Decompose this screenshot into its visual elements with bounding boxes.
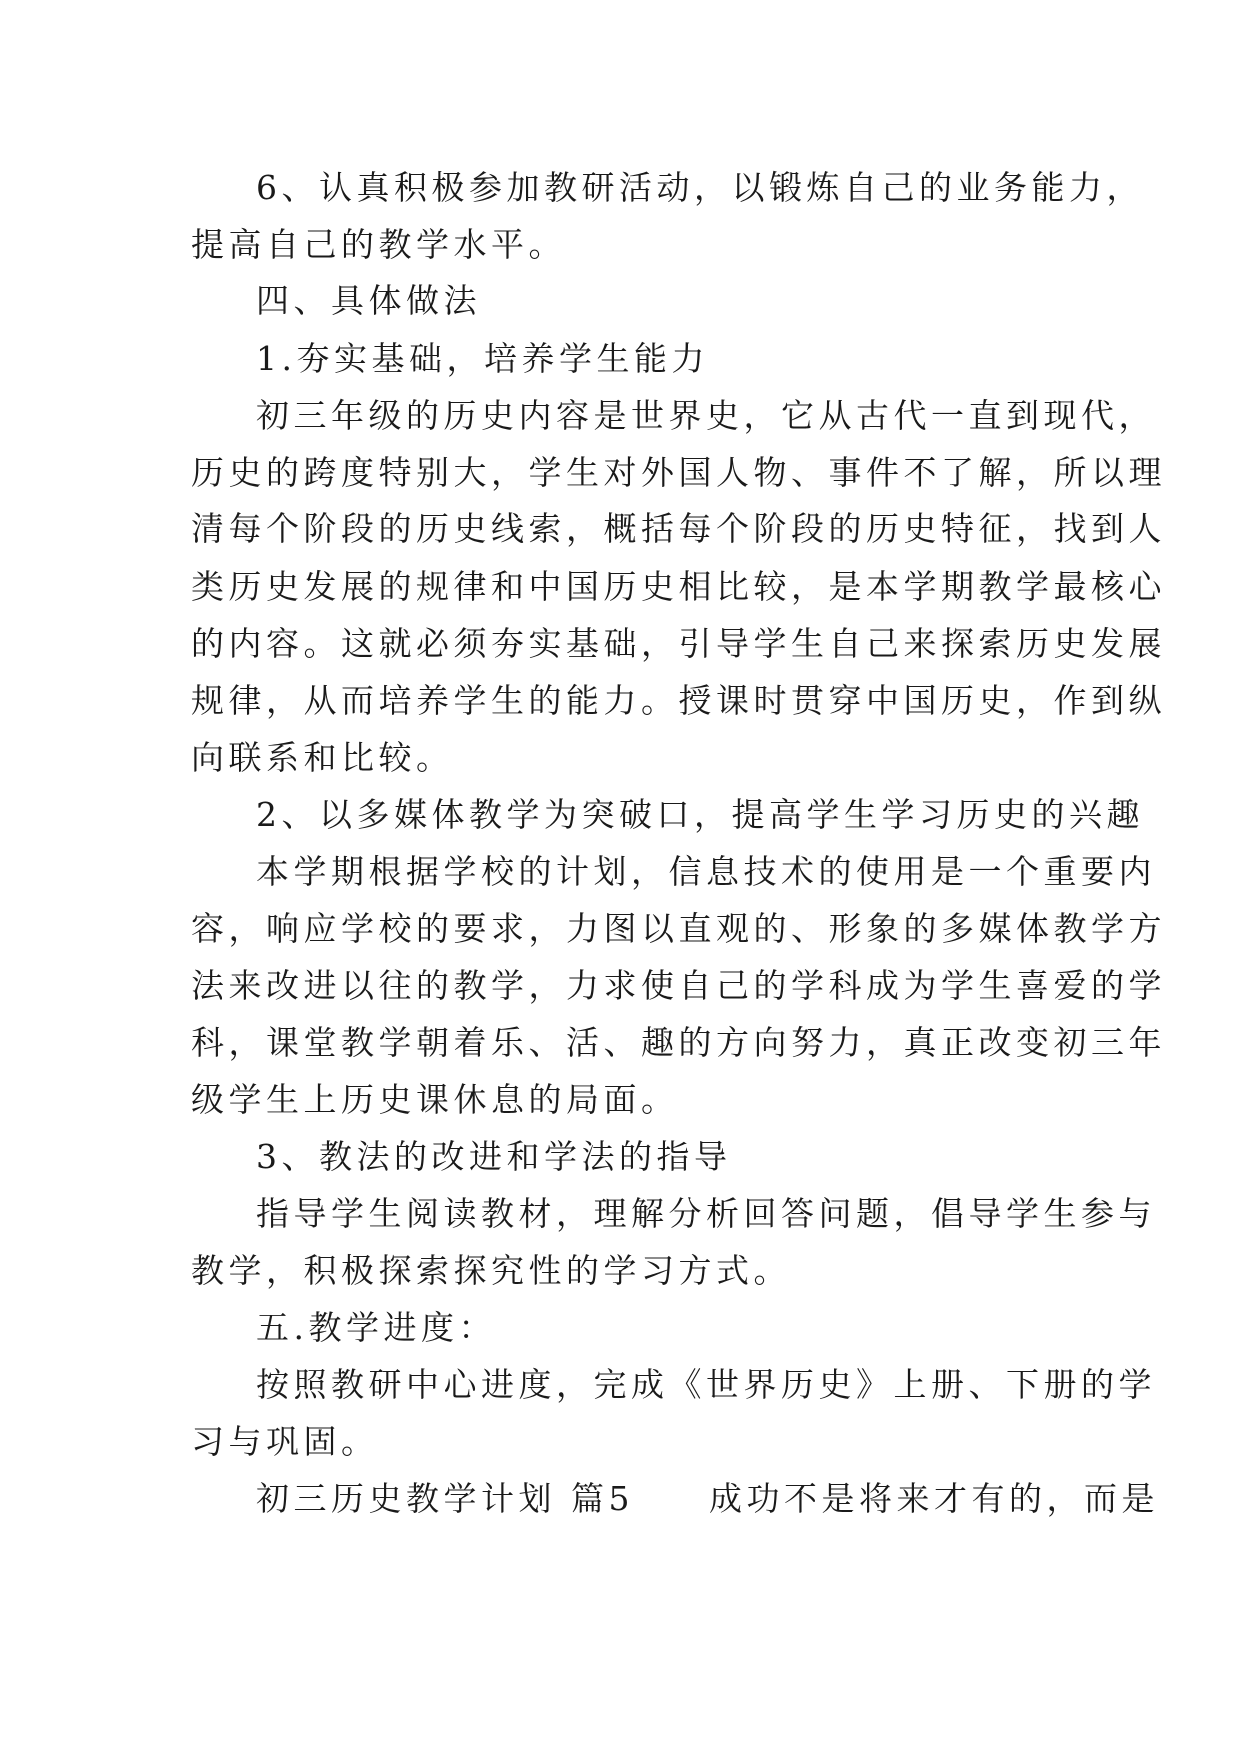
paragraph-line: 科，课堂教学朝着乐、活、趣的方向努力，真正改变初三年 [191,1023,1166,1062]
paragraph-line: 规律，从而培养学生的能力。授课时贯穿中国历史，作到纵 [191,681,1166,720]
paragraph-line: 6、认真积极参加教研活动，以锻炼自己的业务能力， [256,168,1144,207]
paragraph-line: 清每个阶段的历史线索，概括每个阶段的历史特征，找到人 [191,509,1166,548]
article-title-line: 初三历史教学计划 篇5 成功不是将来才有的，而是 [256,1479,1159,1518]
paragraph-line: 按照教研中心进度，完成《世界历史》上册、下册的学 [256,1365,1156,1404]
paragraph-line: 本学期根据学校的计划，信息技术的使用是一个重要内 [256,852,1156,891]
paragraph-line: 容，响应学校的要求，力图以直观的、形象的多媒体教学方 [191,909,1166,948]
paragraph-line: 级学生上历史课休息的局面。 [191,1080,679,1119]
section-heading: 五.教学进度： [256,1308,496,1347]
paragraph-line: 法来改进以往的教学，力求使自己的学科成为学生喜爱的学 [191,966,1166,1005]
section-heading: 四、具体做法 [256,281,481,320]
paragraph-line: 向联系和比较。 [191,738,454,777]
paragraph-line: 指导学生阅读教材，理解分析回答问题，倡导学生参与 [256,1194,1156,1233]
subsection-heading: 3、教法的改进和学法的指导 [256,1137,732,1176]
paragraph-line: 初三年级的历史内容是世界史，它从古代一直到现代， [256,396,1156,435]
subsection-heading: 1.夯实基础，培养学生能力 [256,339,709,378]
paragraph-line: 类历史发展的规律和中国历史相比较，是本学期教学最核心 [191,567,1166,606]
paragraph-line: 教学，积极探索探究性的学习方式。 [191,1251,791,1290]
paragraph-line: 习与巩固。 [191,1422,379,1461]
paragraph-line: 历史的跨度特别大，学生对外国人物、事件不了解，所以理 [191,453,1166,492]
paragraph-line: 的内容。这就必须夯实基础，引导学生自己来探索历史发展 [191,624,1166,663]
paragraph-line: 提高自己的教学水平。 [191,225,566,264]
subsection-heading: 2、以多媒体教学为突破口，提高学生学习历史的兴趣 [256,795,1144,834]
